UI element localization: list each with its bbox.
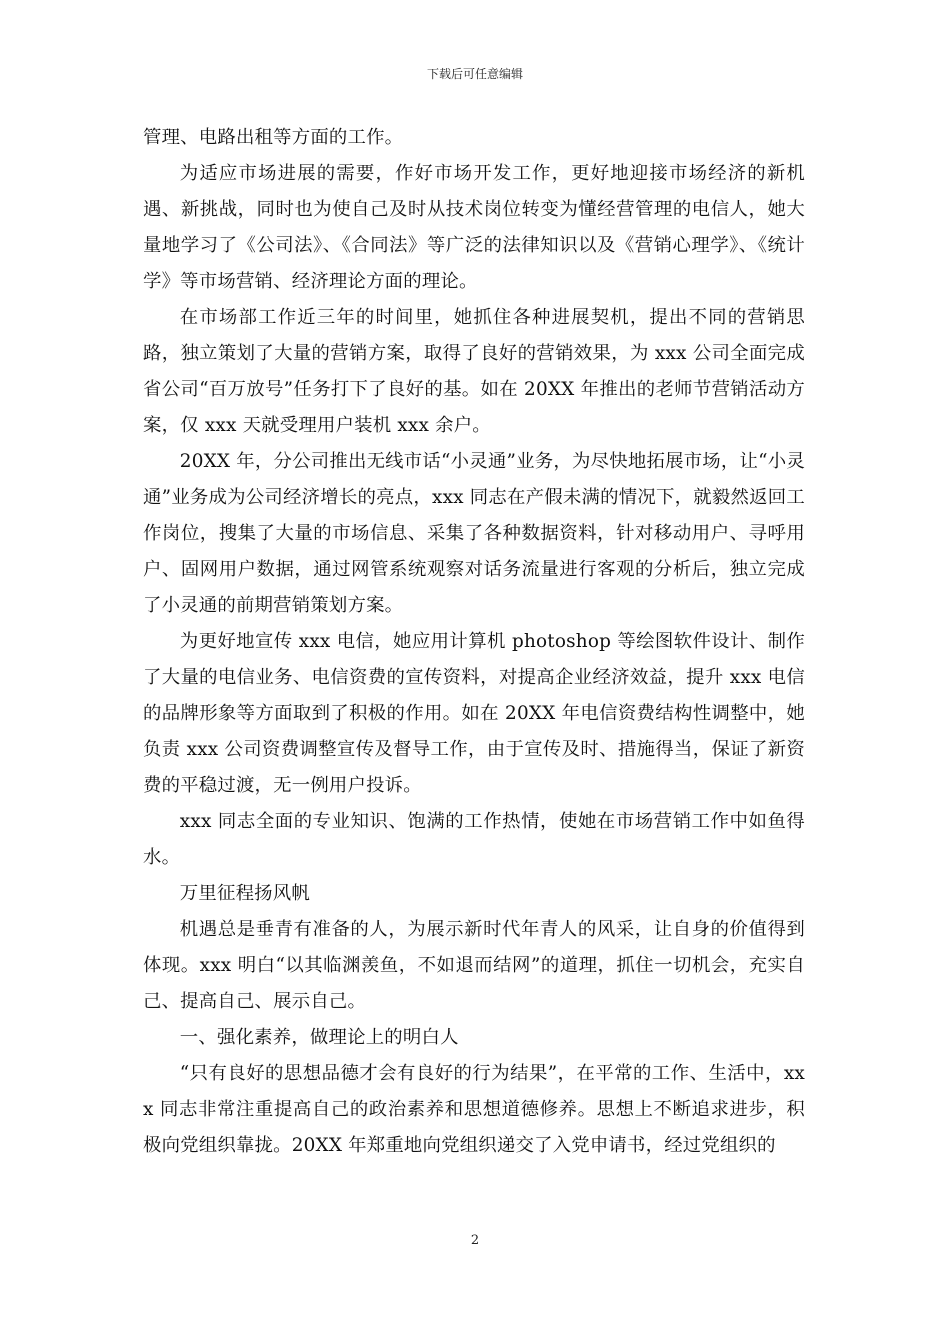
- document-body: [143, 120, 805, 1164]
- paragraph-moral-quality: “只有良好的思想品德才会有良好的行为结果”，在平常的工作、生活中，xxx 同志非常注重提高自己的政治素养和思想道德修养。思想上不断追求进步，积极向党组织靠拢。20XX 年郑重地向党组织递交了入党申请书，经过党组织的: [143, 1063, 805, 1156]
- page-number: 2: [470, 1233, 480, 1248]
- paragraph-continuation: 管理、电路出租等方面的工作。: [143, 127, 404, 148]
- subsection-heading: 一、强化素养，做理论上的明白人: [179, 1027, 459, 1048]
- paragraph-xiaolingtong: 20XX 年，分公司推出无线市话“小灵通”业务，为尽快地拓展市场，让“小灵通”业务成为公司经济增长的亮点，xxx 同志在产假未满的情况下，就毅然返回工作岗位，搜集了大量的市场信息、采集了各种数据资料，针对移动用户、寻呼用户、固网用户数据，通过网管系统观察对话务流量进行客观的分析后，独立完成了小灵通的前期营销策划方案。: [143, 451, 805, 616]
- paragraph-market-study: 为适应市场进展的需要，作好市场开发工作，更好地迎接市场经济的新机遇、新挑战，同时也为使自己及时从技术岗位转变为懂经营管理的电信人，她大量地学习了《公司法》、《合同法》等广泛的法律知识以及《营销心理学》、《统计学》等市场营销、经济理论方面的理论。: [143, 163, 805, 292]
- paragraph-opportunity: 机遇总是垂青有准备的人，为展示新时代年青人的风采，让自身的价值得到体现。xxx 明白“以其临渊羡鱼，不如退而结网”的道理，抓住一切机会，充实自己、提高自己、展示自己。: [143, 919, 805, 1012]
- paragraph-marketing-plans: 在市场部工作近三年的时间里，她抓住各种进展契机，提出不同的营销思路，独立策划了大量的营销方案，取得了良好的营销效果，为 xxx 公司全面完成省公司“百万放号”任务打下了良好的基。如在 20XX 年推出的老师节营销活动方案，仅 xxx 天就受理用户装机 xxx 余户。: [143, 307, 805, 436]
- paragraph-summary: xxx 同志全面的专业知识、饱满的工作热情，使她在市场营销工作中如鱼得水。: [143, 811, 805, 868]
- paragraph-publicity: 为更好地宣传 xxx 电信，她应用计算机 photoshop 等绘图软件设计、制作了大量的电信业务、电信资费的宣传资料，对提高企业经济效益，提升 xxx 电信的品牌形象等方面取到了积极的作用。如在 20XX 年电信资费结构性调整中，她负责 xxx 公司资费调整宣传及督导工作，由于宣传及时、措施得当，保证了新资费的平稳过渡，无一例用户投诉。: [143, 631, 805, 796]
- section-heading: 万里征程扬风帆: [179, 883, 310, 904]
- page-header: 下载后可任意编辑: [426, 67, 523, 81]
